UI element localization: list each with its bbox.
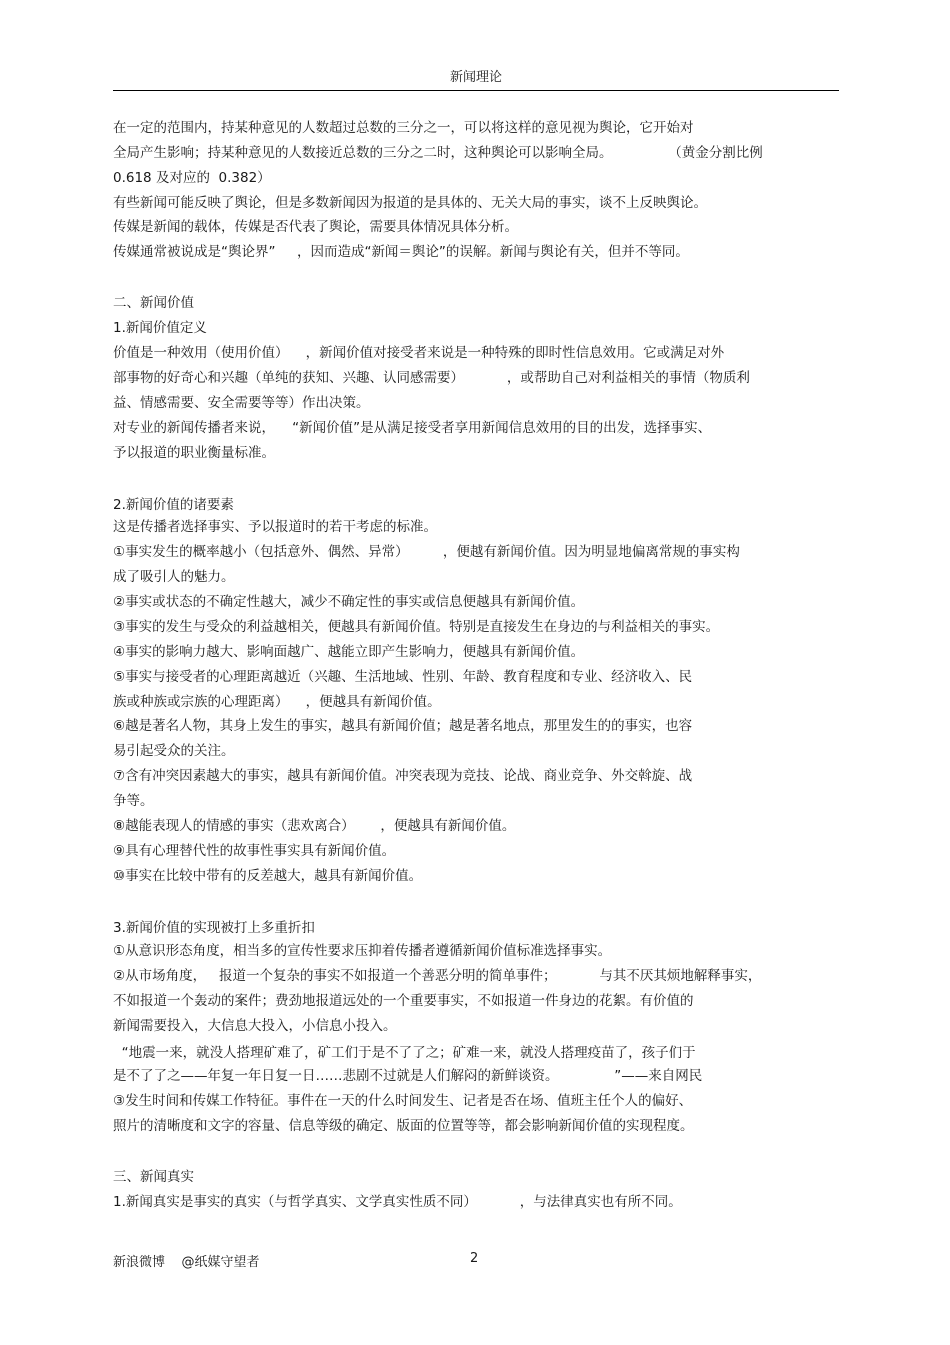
- text-line: 这是传播者选择事实、予以报道时的若干考虑的标准。: [113, 519, 437, 535]
- page-header-title: 新闻理论: [449, 70, 502, 85]
- quote-line: 是不了了之——年复一年日复一日……悲剧不过就是人们解闷的新鲜谈资。 ”——来自网民: [113, 1068, 703, 1084]
- text-line: 不如报道一个轰动的案件；费劲地报道远处的一个重要事实，不如报道一件身边的花絮。有价值的: [113, 993, 694, 1009]
- text-line: ⑧越能表现人的情感的事实（悲欢离合） ，便越具有新闻价值。: [113, 818, 516, 834]
- subsection-heading: 1.新闻价值定义: [113, 320, 207, 336]
- text-line: 1.新闻真实是事实的真实（与哲学真实、文学真实性质不同） ，与法律真实也有所不同。: [113, 1194, 682, 1210]
- text-line: ②事实或状态的不确定性越大，减少不确定性的事实或信息便越具有新闻价值。: [113, 594, 585, 610]
- section-heading: 三、新闻真实: [113, 1169, 194, 1185]
- text-line: 0.618 及对应的 0.382）: [113, 170, 271, 186]
- text-line: ②从市场角度， 报道一个复杂的事实不如报道一个善恶分明的简单事件； 与其不厌其烦地解释事实，: [113, 968, 762, 984]
- subsection-heading: 2.新闻价值的诸要素: [113, 497, 234, 513]
- text-line: 传媒通常被说成是“舆论界” ，因而造成“新闻＝舆论”的误解。新闻与舆论有关，但并不等同。: [113, 244, 689, 260]
- text-line: 易引起受众的关注。: [113, 743, 235, 759]
- header-divider: [113, 90, 839, 91]
- text-line: ③发生时间和传媒工作特征。事件在一天的什么时间发生、记者是否在场、值班主任个人的偏好、: [113, 1093, 693, 1109]
- text-line: 有些新闻可能反映了舆论，但是多数新闻因为报道的是具体的、无关大局的事实，谈不上反映舆论。: [113, 195, 707, 211]
- text-line: 价值是一种效用（使用价值） ，新闻价值对接受者来说是一种特殊的即时性信息效用。它或满足对外: [113, 345, 725, 361]
- text-line: 益、情感需要、安全需要等等）作出决策。: [113, 395, 370, 411]
- text-line: 照片的清晰度和文字的容量、信息等级的确定、版面的位置等等，都会影响新闻价值的实现程度。: [113, 1118, 694, 1134]
- text-line: 新闻需要投入，大信息大投入，小信息小投入。: [113, 1018, 397, 1034]
- text-line: ⑤事实与接受者的心理距离越近（兴趣、生活地域、性别、年龄、教育程度和专业、经济收入、民: [113, 669, 693, 685]
- text-line: ⑥越是著名人物，其身上发生的事实，越具有新闻价值；越是著名地点，那里发生的的事实，也容: [113, 718, 693, 734]
- text-line: ⑨具有心理替代性的故事性事实具有新闻价值。: [113, 843, 396, 859]
- subsection-heading: 3.新闻价值的实现被打上多重折扣: [113, 920, 315, 936]
- section-heading: 二、新闻价值: [113, 295, 194, 311]
- text-line: ③事实的发生与受众的利益越相关，便越具有新闻价值。特别是直接发生在身边的与利益相关的事实。: [113, 619, 720, 635]
- text-line: ④事实的影响力越大、影响面越广、越能立即产生影响力，便越具有新闻价值。: [113, 644, 585, 660]
- text-line: ⑩事实在比较中带有的反差越大，越具有新闻价值。: [113, 868, 423, 884]
- text-line: 族或种族或宗族的心理距离） ，便越具有新闻价值。: [113, 694, 441, 710]
- text-line: 对专业的新闻传播者来说， “新闻价值”是从满足接受者享用新闻信息效用的目的出发，选择事实、: [113, 420, 712, 436]
- text-line: 成了吸引人的魅力。: [113, 569, 235, 585]
- page-number: 2: [470, 1251, 479, 1266]
- quote-line: “地震一来，就没人搭理矿难了，矿工们于是不了了之；矿难一来，就没人搭理疫苗了，孩子们于: [113, 1045, 696, 1061]
- text-line: 争等。: [113, 793, 154, 809]
- text-line: 部事物的好奇心和兴趣（单纯的获知、兴趣、认同感需要） ，或帮助自己对利益相关的事情（物质利: [113, 370, 750, 386]
- text-line: 在一定的范围内，持某种意见的人数超过总数的三分之一，可以将这样的意见视为舆论，它开始对: [113, 120, 694, 136]
- text-line: ①事实发生的概率越小（包括意外、偶然、异常） ，便越有新闻价值。因为明显地偏离常规的事实构: [113, 544, 740, 560]
- text-line: ①从意识形态角度，相当多的宣传性要求压抑着传播者遵循新闻价值标准选择事实。: [113, 943, 612, 959]
- footer-source: 新浪微博 @纸媒守望者: [113, 1255, 260, 1270]
- text-line: ⑦含有冲突因素越大的事实，越具有新闻价值。冲突表现为竞技、论战、商业竞争、外交斡旋、战: [113, 768, 693, 784]
- text-line: 传媒是新闻的载体，传媒是否代表了舆论，需要具体情况具体分析。: [113, 219, 518, 235]
- text-line: 予以报道的职业衡量标准。: [113, 445, 275, 461]
- text-line: 全局产生影响；持某种意见的人数接近总数的三分之二时，这种舆论可以影响全局。 （黄金分割比例: [113, 145, 763, 161]
